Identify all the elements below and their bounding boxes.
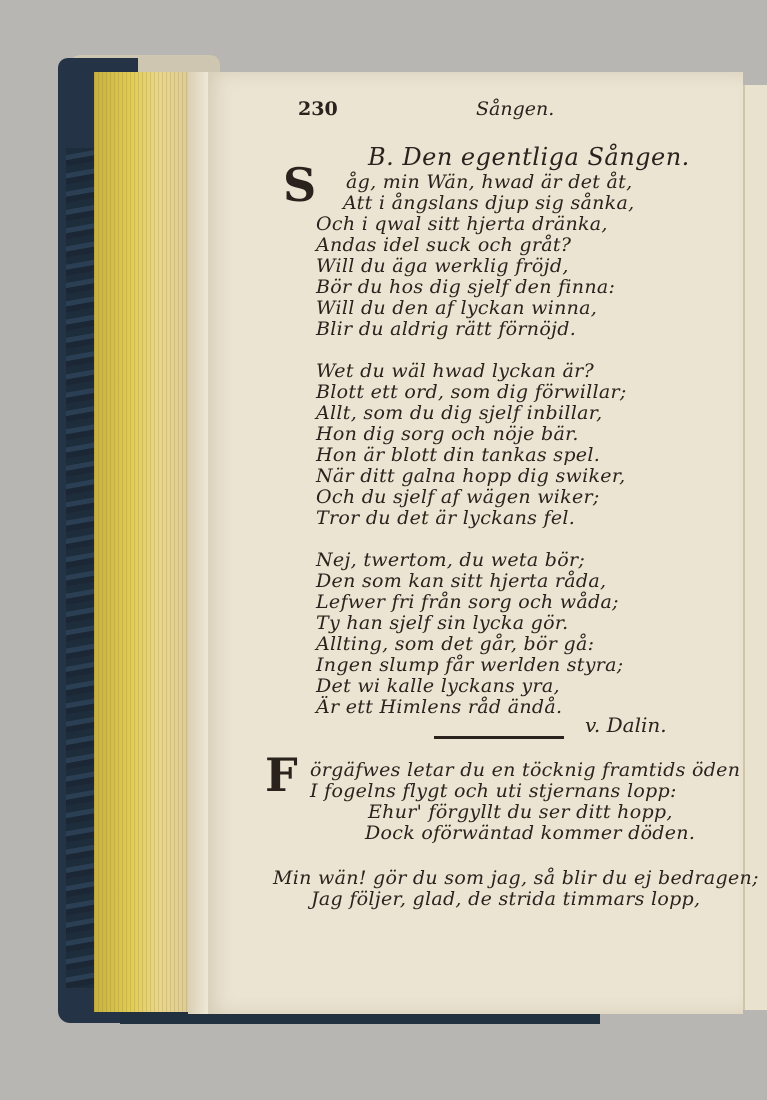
verse-line: Allting, som det går, bör gå: [316,633,595,655]
verse-line: Bör du hos dig sjelf den finna: [316,276,616,298]
verse-line: Tror du det är lyckans fel. [316,507,576,529]
verse-line: Det wi kalle lyckans yra, [316,675,560,697]
poem-dropcap: S [283,158,317,212]
verse-line: Andas idel suck och gråt? [316,234,572,256]
verse-line: Nej, twertom, du weta bör; [316,549,586,571]
verse-line: När ditt galna hopp dig swiker, [316,465,626,487]
verse-line: Den som kan sitt hjerta råda, [316,570,607,592]
verse-line: Blott ett ord, som dig förwillar; [316,381,627,403]
stanza-3 [316,550,726,718]
verse-line: Hon dig sorg och nöje bär. [316,423,579,445]
poem-body [316,172,726,718]
verse-line: Blir du aldrig rätt förnöjd. [316,318,577,340]
poem-title: B. Den egentliga Sången. [368,143,690,171]
epigram-line: Ehur' förgyllt du ser ditt hopp, [368,801,673,823]
epigram-line: I fogelns flygt och uti stjernans lopp: [310,780,677,802]
closing-verse [273,868,759,910]
verse-line: Wet du wäl hwad lyckan är? [316,360,595,382]
verse-line: Och i qwal sitt hjerta dränka, [316,213,608,235]
epigram-line: Dock oförwäntad kommer döden. [365,822,696,844]
page-header [298,98,555,120]
verse-line: Ingen slump får werlden styra; [316,654,624,676]
verse-line: åg, min Wän, hwad är det åt, [346,171,633,193]
section-divider [434,736,564,739]
closing-line: Min wän! gör du som jag, så blir du ej bedragen; [273,867,759,889]
epigram-line: örgäfwes letar du en töcknig framtids öden [310,759,741,781]
page-number: 230 [298,98,338,120]
running-title: Sången. [476,98,555,120]
epigram-dropcap: F [265,748,298,802]
verse-line: Att i ångslans djup sig sånka, [343,192,635,214]
poem-author: v. Dalin. [585,713,667,737]
verse-line: Och du sjelf af wägen wiker; [316,486,600,508]
closing-line: Jag följer, glad, de strida timmars lopp, [311,888,701,910]
page-gutter [188,72,208,1014]
verse-line: Är ett Himlens råd ändå. [316,696,563,718]
verse-line: Lefwer fri från sorg och wåda; [316,591,619,613]
stanza-2 [316,361,726,529]
verse-line: Allt, som du dig sjelf inbillar, [316,402,603,424]
verse-line: Will du äga werklig fröjd, [316,255,569,277]
epigram [310,760,740,844]
verse-line: Will du den af lyckan winna, [316,297,598,319]
verse-line: Hon är blott din tankas spel. [316,444,601,466]
page-edges [94,72,202,1012]
verse-line: Ty han sjelf sin lycka gör. [316,612,569,634]
stanza-1 [316,172,726,340]
